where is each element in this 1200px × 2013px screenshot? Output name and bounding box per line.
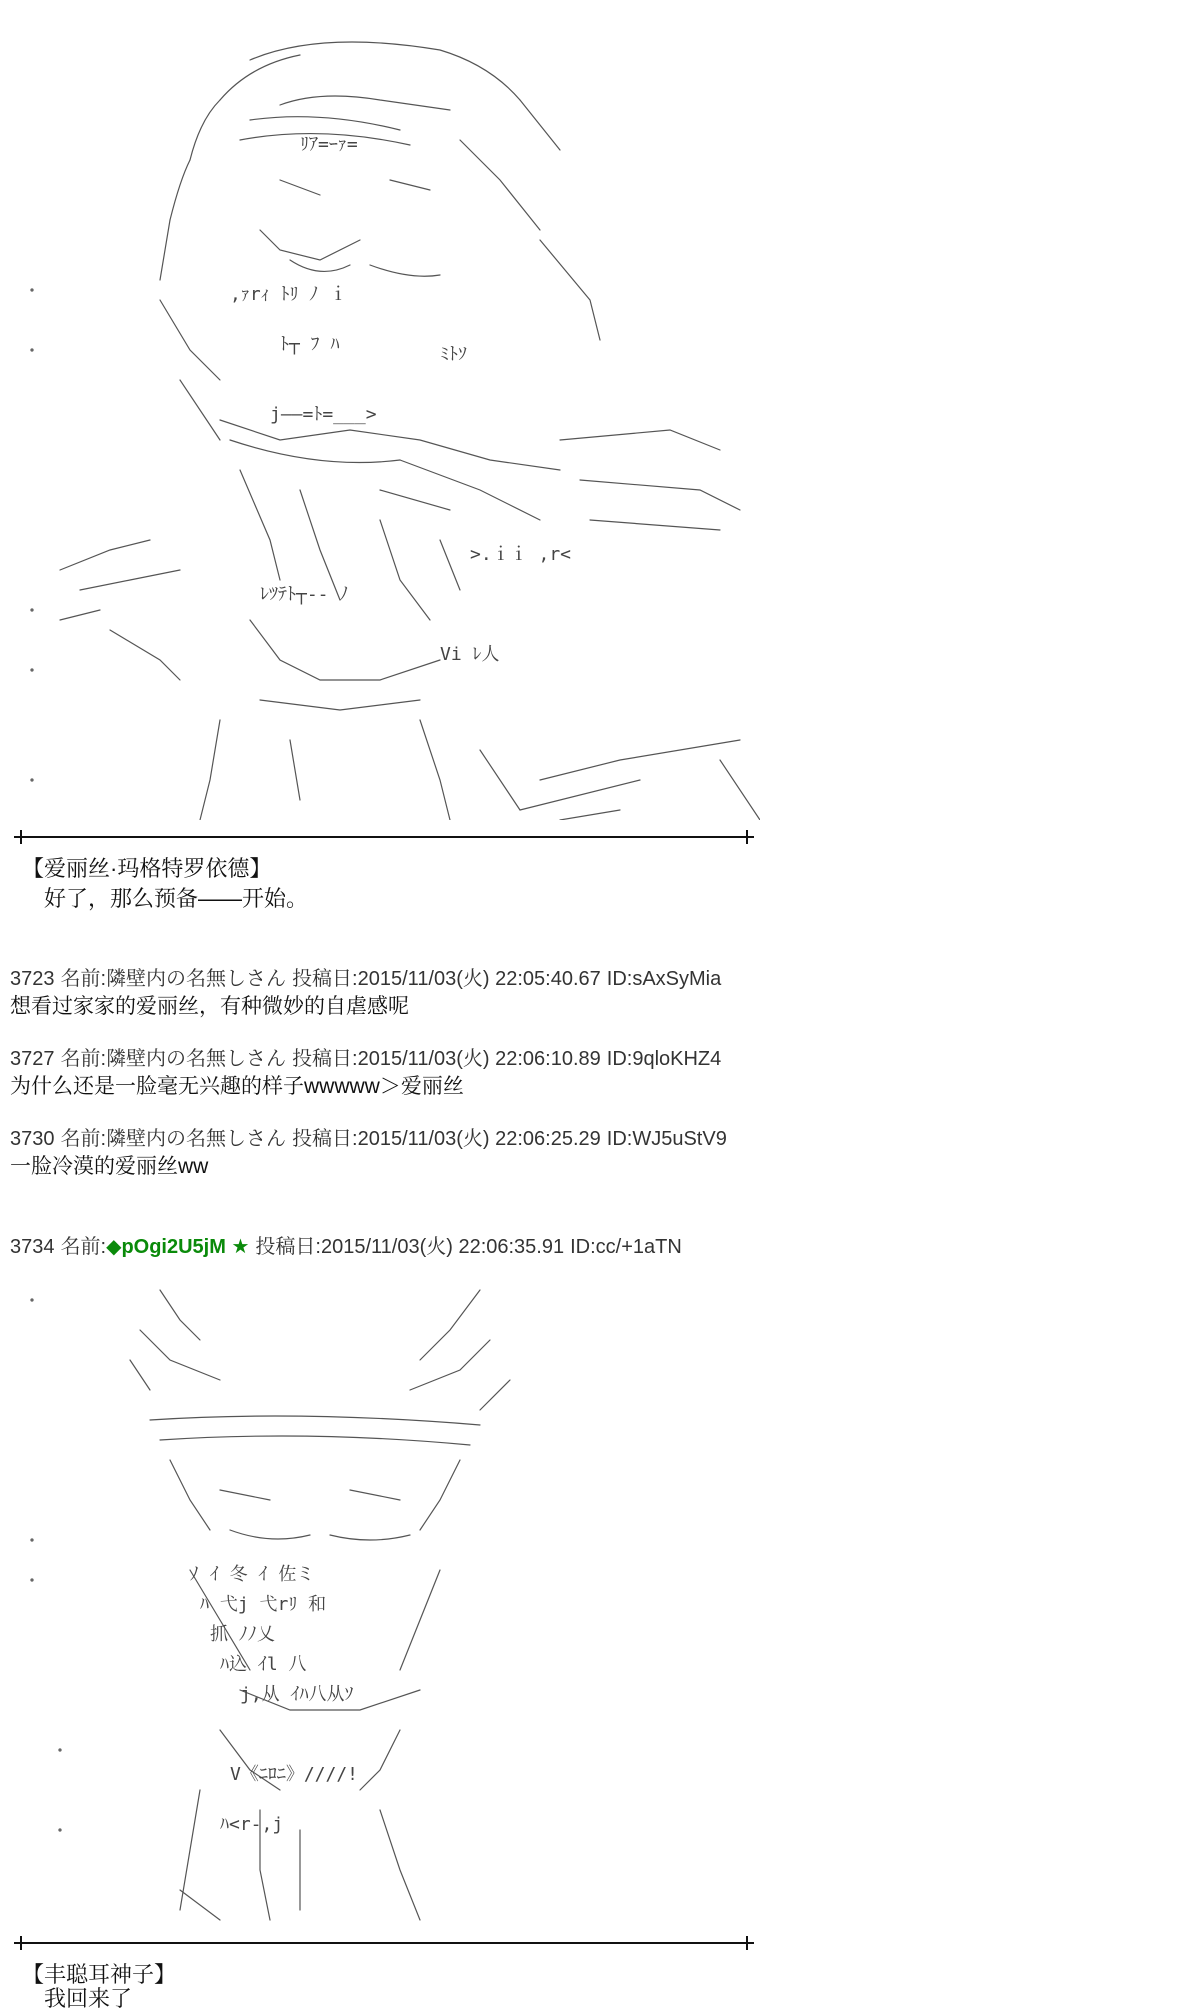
speech-line-alice: 好了，那么预备——开始。 xyxy=(44,886,309,911)
alice-ascii-art xyxy=(20,20,760,820)
post-header xyxy=(10,1042,721,1071)
post-number[interactable]: 3723 xyxy=(10,968,55,990)
svg-text:ﾚﾂﾃﾄ┬-- ﾉ: ﾚﾂﾃﾄ┬-- ﾉ xyxy=(260,584,349,605)
svg-text:>.ｉｉ ,r<: >.ｉｉ ,r< xyxy=(470,544,572,565)
divider-tick-left xyxy=(20,1936,22,1950)
svg-text:ﾘｱ=ｰｧ=: ﾘｱ=ｰｧ= xyxy=(300,134,358,155)
post-header xyxy=(10,1122,727,1151)
post-number[interactable]: 3730 xyxy=(10,1128,55,1150)
post-number[interactable]: 3727 xyxy=(10,1048,55,1070)
svg-text:ﾄ┬ ﾌ ﾊ: ﾄ┬ ﾌ ﾊ xyxy=(280,334,340,355)
divider-line xyxy=(14,1942,754,1944)
poster-id[interactable]: ID:WJ5uStV9 xyxy=(606,1128,727,1150)
post-date: 2015/11/03(火) 22:06:10.89 xyxy=(357,1048,601,1070)
svg-text:j,从 ｲﾊ八从ｿ: j,从 ｲﾊ八从ｿ xyxy=(240,1684,354,1705)
scene-divider xyxy=(14,1936,754,1950)
author-tripcode: ◆pOgi2U5jM ★ xyxy=(106,1236,250,1258)
poster-id[interactable]: ID:9qloKHZ4 xyxy=(606,1048,722,1070)
speaker-name-miko: 【丰聪耳神子】 xyxy=(22,1962,177,1987)
scene-divider xyxy=(14,830,754,844)
speaker-name-alice: 【爱丽丝·玛格特罗依德】 xyxy=(22,856,272,881)
date-label: 投稿日: xyxy=(292,968,358,990)
date-label: 投稿日: xyxy=(292,1128,358,1150)
post-body: 为什么还是一脸毫无兴趣的样子wwwww＞爱丽丝 xyxy=(10,1075,464,1098)
post-date: 2015/11/03(火) 22:06:25.29 xyxy=(357,1128,601,1150)
divider-tick-right xyxy=(746,1936,748,1950)
poster-name: 隣壁内の名無しさん xyxy=(106,1128,287,1150)
svg-text:j――=ﾄ=___>: j――=ﾄ=___> xyxy=(270,404,377,425)
poster-name: 隣壁内の名無しさん xyxy=(106,1048,287,1070)
divider-line xyxy=(14,836,754,838)
date-label: 投稿日: xyxy=(292,1048,358,1070)
poster-id[interactable]: ID:sAxSyMia xyxy=(606,968,722,990)
divider-tick-left xyxy=(20,830,22,844)
poster-name: 隣壁内の名無しさん xyxy=(106,968,287,990)
name-label: 名前: xyxy=(60,1048,107,1070)
svg-text:ﾊ<r-,j: ﾊ<r-,j xyxy=(220,1814,284,1835)
name-label: 名前: xyxy=(60,968,107,990)
post-date: 2015/11/03(火) 22:06:35.91 xyxy=(320,1236,565,1258)
svg-text:ﾐﾄｿ: ﾐﾄｿ xyxy=(440,344,467,365)
post-body: 一脸冷漠的爱丽丝ww xyxy=(10,1155,209,1178)
svg-text:ﾊ 弋j 弋rﾘ 和: ﾊ 弋j 弋rﾘ 和 xyxy=(200,1594,327,1615)
svg-text:ﾊ込 ｲl 八: ﾊ込 ｲl 八 xyxy=(220,1654,307,1675)
svg-text:V《ﾆﾛﾆ》////!: V《ﾆﾛﾆ》////! xyxy=(230,1764,359,1785)
post-number[interactable]: 3734 xyxy=(10,1236,55,1258)
post-header-author xyxy=(10,1230,682,1259)
name-label: 名前: xyxy=(60,1128,107,1150)
post-date: 2015/11/03(火) 22:05:40.67 xyxy=(357,968,601,990)
date-label: 投稿日: xyxy=(255,1236,321,1258)
post-body: 想看过家家的爱丽丝，有种微妙的自虐感呢 xyxy=(10,995,409,1018)
miko-ascii-art xyxy=(20,1270,540,1930)
post-header xyxy=(10,962,721,991)
speech-line-miko: 我回来了 xyxy=(44,1986,133,2011)
name-label: 名前: xyxy=(60,1236,107,1258)
svg-text:Vi ﾚ人: Vi ﾚ人 xyxy=(440,644,500,665)
svg-text:抓 ﾉﾉ乂: 抓 ﾉﾉ乂 xyxy=(210,1624,275,1645)
svg-text:ﾉ ｲ 冬 ｲ 佐ミ: ﾉ ｲ 冬 ｲ 佐ミ xyxy=(190,1564,315,1585)
poster-id[interactable]: ID:cc/+1aTN xyxy=(570,1236,682,1258)
svg-text:,ｧrｨ ﾄﾘ ﾉ ｉ: ,ｧrｨ ﾄﾘ ﾉ ｉ xyxy=(230,284,348,305)
divider-tick-right xyxy=(746,830,748,844)
